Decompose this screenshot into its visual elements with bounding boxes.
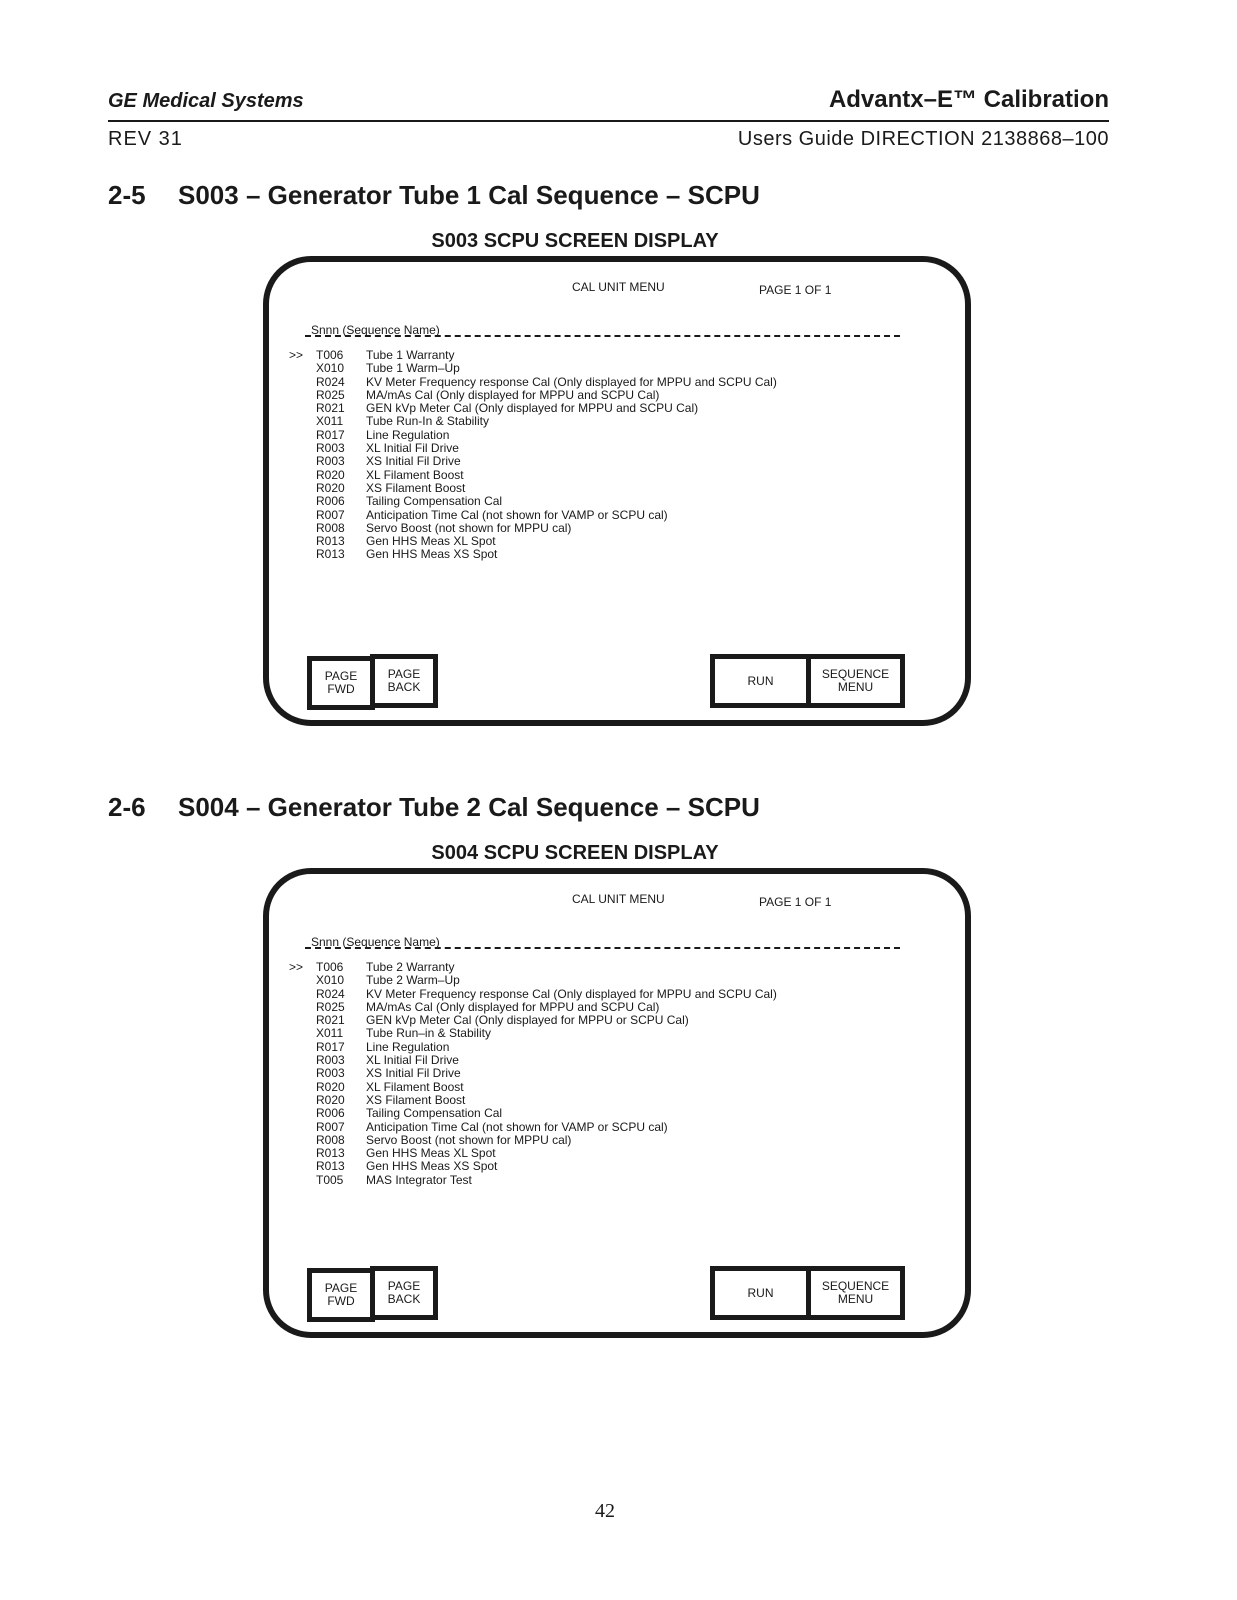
sequence-code: R017: [316, 1039, 345, 1054]
sequence-code: R007: [316, 507, 345, 522]
page-fwd-button[interactable]: [307, 1268, 375, 1322]
sequence-code: R024: [316, 374, 345, 389]
menu-title: CAL UNIT MENU: [572, 280, 665, 294]
sequence-description: XS Filament Boost: [366, 1092, 466, 1107]
button-label: FWD: [327, 682, 355, 696]
sequence-code: R013: [316, 1146, 345, 1161]
sequence-code: R013: [316, 534, 345, 549]
sequence-code: R003: [316, 441, 345, 456]
page-indicator: PAGE 1 OF 1: [759, 895, 832, 909]
sequence-code: R013: [316, 1159, 345, 1174]
button-label: PAGE: [324, 1281, 358, 1295]
sequence-code: T006: [316, 960, 344, 974]
product-title: Advantx–E™ Calibration: [828, 86, 1109, 113]
run-button[interactable]: [710, 654, 811, 708]
page-indicator: PAGE 1 OF 1: [759, 283, 832, 297]
sequence-description: Gen HHS Meas XL Spot: [366, 534, 496, 549]
button-label: SEQUENCE: [821, 667, 890, 681]
button-label: RUN: [747, 673, 774, 688]
button-label: BACK: [387, 1292, 421, 1306]
column-header: Snnn (Sequence Name): [311, 935, 440, 949]
sequence-description: Anticipation Time Cal (not shown for VAMP or SCPU cal): [366, 507, 668, 522]
sequence-description: Anticipation Time Cal (not shown for VAMP or SCPU cal): [366, 1119, 668, 1134]
sequence-code: R008: [316, 1132, 345, 1147]
sequence-code: R021: [316, 1013, 345, 1028]
sequence-code: R025: [316, 999, 345, 1014]
header-divider: [305, 947, 900, 949]
sequence-code: R013: [316, 547, 345, 562]
sequence-description: MAS Integrator Test: [366, 1172, 472, 1187]
page-back-button[interactable]: [370, 654, 438, 708]
menu-title: CAL UNIT MENU: [572, 892, 665, 906]
selection-pointer: >>: [289, 348, 304, 362]
display-title: S004 SCPU SCREEN DISPLAY: [431, 842, 719, 864]
sequence-code: R020: [316, 1092, 345, 1107]
sequence-code: R020: [316, 467, 345, 482]
sequence-description: Tailing Compensation Cal: [366, 494, 503, 509]
button-label: PAGE: [387, 667, 421, 681]
sequence-description: GEN kVp Meter Cal (Only displayed for MPPU and SCPU Cal): [366, 401, 699, 416]
sequence-code: R006: [316, 1106, 345, 1121]
company-name: GE Medical Systems: [108, 90, 304, 112]
sequence-description: Gen HHS Meas XS Spot: [366, 1159, 498, 1174]
button-label: SEQUENCE: [821, 1279, 890, 1293]
sequence-description: Tube 2 Warranty: [366, 960, 455, 974]
revision-label: REV 31: [108, 128, 183, 150]
sequence-description: Tube Run-In & Stability: [366, 414, 489, 429]
sequence-code: R007: [316, 1119, 345, 1134]
sequence-code: R003: [316, 454, 345, 469]
sequence-description: Tailing Compensation Cal: [366, 1106, 503, 1121]
sequence-description: XS Filament Boost: [366, 480, 466, 495]
sequence-description: Line Regulation: [366, 1039, 450, 1054]
sequence-code: R024: [316, 986, 345, 1001]
button-label: PAGE: [387, 1279, 421, 1293]
header-rule: [108, 120, 1109, 122]
sequence-menu-button[interactable]: [806, 654, 905, 708]
sequence-description: Servo Boost (not shown for MPPU cal): [366, 1132, 572, 1147]
button-label: MENU: [837, 1292, 874, 1306]
page-number: 42: [595, 1500, 615, 1522]
sequence-code: X010: [316, 973, 345, 988]
sequence-code: X011: [316, 1026, 344, 1041]
column-header: Snnn (Sequence Name): [311, 323, 440, 337]
sequence-description: XL Initial Fil Drive: [366, 441, 459, 456]
selection-pointer: >>: [289, 960, 304, 974]
sequence-code: R003: [316, 1066, 345, 1081]
sequence-description: MA/mAs Cal (Only displayed for MPPU and SCPU Cal): [366, 387, 660, 402]
sequence-code: R017: [316, 427, 345, 442]
page-back-button[interactable]: [370, 1266, 438, 1320]
header-divider: [305, 335, 900, 337]
sequence-code: R021: [316, 401, 345, 416]
screen-display-s003: [263, 256, 971, 726]
sequence-description: XS Initial Fil Drive: [366, 1066, 461, 1081]
sequence-description: Servo Boost (not shown for MPPU cal): [366, 520, 572, 535]
sequence-description: XL Filament Boost: [366, 1079, 464, 1094]
section-number: 2-5: [108, 180, 146, 210]
sequence-code: R006: [316, 494, 345, 509]
sequence-code: R008: [316, 520, 345, 535]
sequence-description: MA/mAs Cal (Only displayed for MPPU and SCPU Cal): [366, 999, 660, 1014]
button-label: MENU: [837, 680, 874, 694]
sequence-code: X010: [316, 361, 345, 376]
guide-direction: Users Guide DIRECTION 2138868–100: [737, 128, 1109, 150]
sequence-description: Tube 1 Warm–Up: [366, 361, 460, 376]
section-title: S004 – Generator Tube 2 Cal Sequence – SCPU: [178, 792, 760, 822]
sequence-code: X011: [316, 414, 344, 429]
sequence-description: Tube 1 Warranty: [366, 348, 455, 362]
button-label: BACK: [387, 680, 421, 694]
section-title: S003 – Generator Tube 1 Cal Sequence – SCPU: [178, 180, 760, 210]
display-title: S003 SCPU SCREEN DISPLAY: [431, 230, 719, 252]
sequence-description: Tube 2 Warm–Up: [366, 973, 460, 988]
sequence-description: GEN kVp Meter Cal (Only displayed for MPPU or SCPU Cal): [366, 1013, 689, 1028]
sequence-code: R003: [316, 1053, 345, 1068]
sequence-description: Tube Run–in & Stability: [366, 1026, 491, 1041]
sequence-menu-button[interactable]: [806, 1266, 905, 1320]
sequence-description: KV Meter Frequency response Cal (Only displayed for MPPU and SCPU Cal): [366, 986, 777, 1001]
sequence-description: Gen HHS Meas XS Spot: [366, 547, 498, 562]
screen-display-s004: [263, 868, 971, 1338]
button-label: PAGE: [324, 669, 358, 683]
page-fwd-button[interactable]: [307, 656, 375, 710]
sequence-description: Gen HHS Meas XL Spot: [366, 1146, 496, 1161]
button-label: FWD: [327, 1294, 355, 1308]
sequence-code: R025: [316, 387, 345, 402]
button-label: RUN: [747, 1285, 774, 1300]
sequence-code: T005: [316, 1172, 344, 1187]
sequence-description: XL Filament Boost: [366, 467, 464, 482]
sequence-description: Line Regulation: [366, 427, 450, 442]
sequence-code: R020: [316, 1079, 345, 1094]
sequence-code: T006: [316, 348, 344, 362]
sequence-description: KV Meter Frequency response Cal (Only displayed for MPPU and SCPU Cal): [366, 374, 777, 389]
sequence-description: XL Initial Fil Drive: [366, 1053, 459, 1068]
sequence-code: R020: [316, 480, 345, 495]
run-button[interactable]: [710, 1266, 811, 1320]
sequence-description: XS Initial Fil Drive: [366, 454, 461, 469]
section-number: 2-6: [108, 792, 146, 822]
